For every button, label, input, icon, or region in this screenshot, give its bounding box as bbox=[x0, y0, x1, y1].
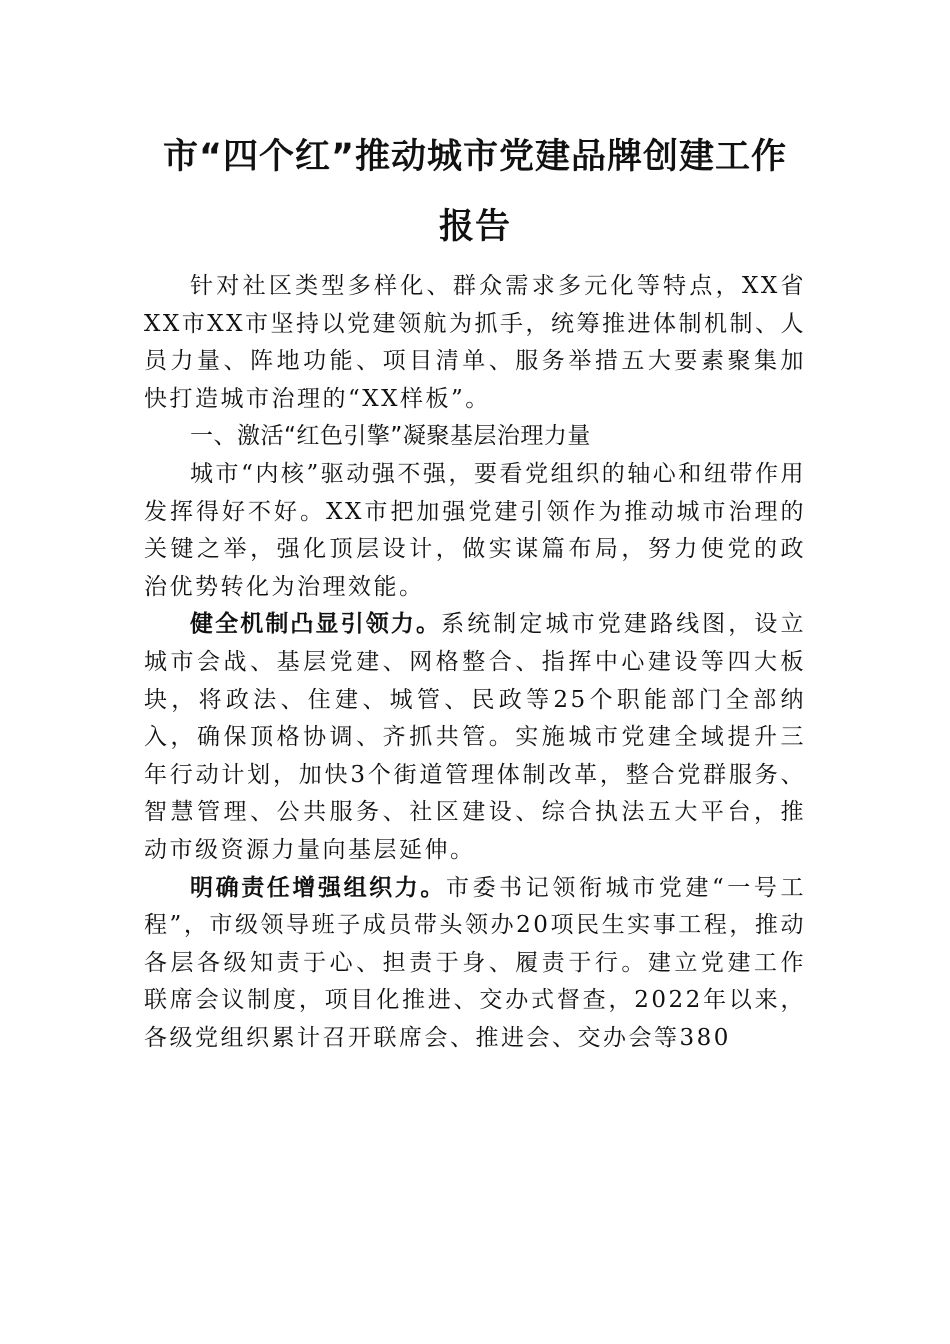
responsibility-lead: 明确责任增强组织力。 bbox=[190, 874, 446, 901]
mechanism-paragraph bbox=[144, 606, 806, 869]
document-body bbox=[144, 268, 806, 1057]
document-page bbox=[144, 0, 806, 1057]
section-heading: 一、激活“红色引擎”凝聚基层治理力量 bbox=[190, 423, 591, 450]
responsibility-paragraph bbox=[144, 870, 806, 1058]
section-intro-paragraph: 城市“内核”驱动强不强，要看党组织的轴心和纽带作用发挥得好不好。XX市把加强党建引领作为推动城市治理的关键之举，强化顶层设计，做实谋篇布局，努力使党的政治优势转化为治理效能。 bbox=[144, 460, 806, 600]
title-line-2: 报告 bbox=[438, 207, 511, 247]
responsibility-text: 市委书记领衔城市党建“一号工程”，市级领导班子成员带头领办20项民生实事工程，推动各层各级知责于心、担责于身、履责于行。建立党建工作联席会议制度，项目化推进、交办式督查，2022年以来，各级党组织累计召开联席会、推进会、交办会等380 bbox=[144, 874, 807, 1051]
mechanism-lead: 健全机制凸显引领力。 bbox=[190, 611, 442, 638]
intro-paragraph: 针对社区类型多样化、群众需求多元化等特点，XX省XX市XX市坚持以党建领航为抓手，统筹推进体制机制、人员力量、阵地功能、项目清单、服务举措五大要素聚集加快打造城市治理的“XX样板”。 bbox=[144, 273, 806, 412]
mechanism-text: 系统制定城市党建路线图，设立城市会战、基层党建、网格整合、指挥中心建设等四大板块，将政法、住建、城管、民政等25个职能部门全部纳入，确保顶格协调、齐抓共管。实施城市党建全域提升三年行动计划，加快3个街道管理体制改革，整合党群服务、智慧管理、公共服务、社区建设、综合执法五大平台，推动市级资源力量向基层延伸。 bbox=[144, 611, 807, 863]
title-line-1: 市“四个红”推动城市党建品牌创建工作 bbox=[162, 137, 787, 177]
document-title bbox=[144, 0, 806, 262]
